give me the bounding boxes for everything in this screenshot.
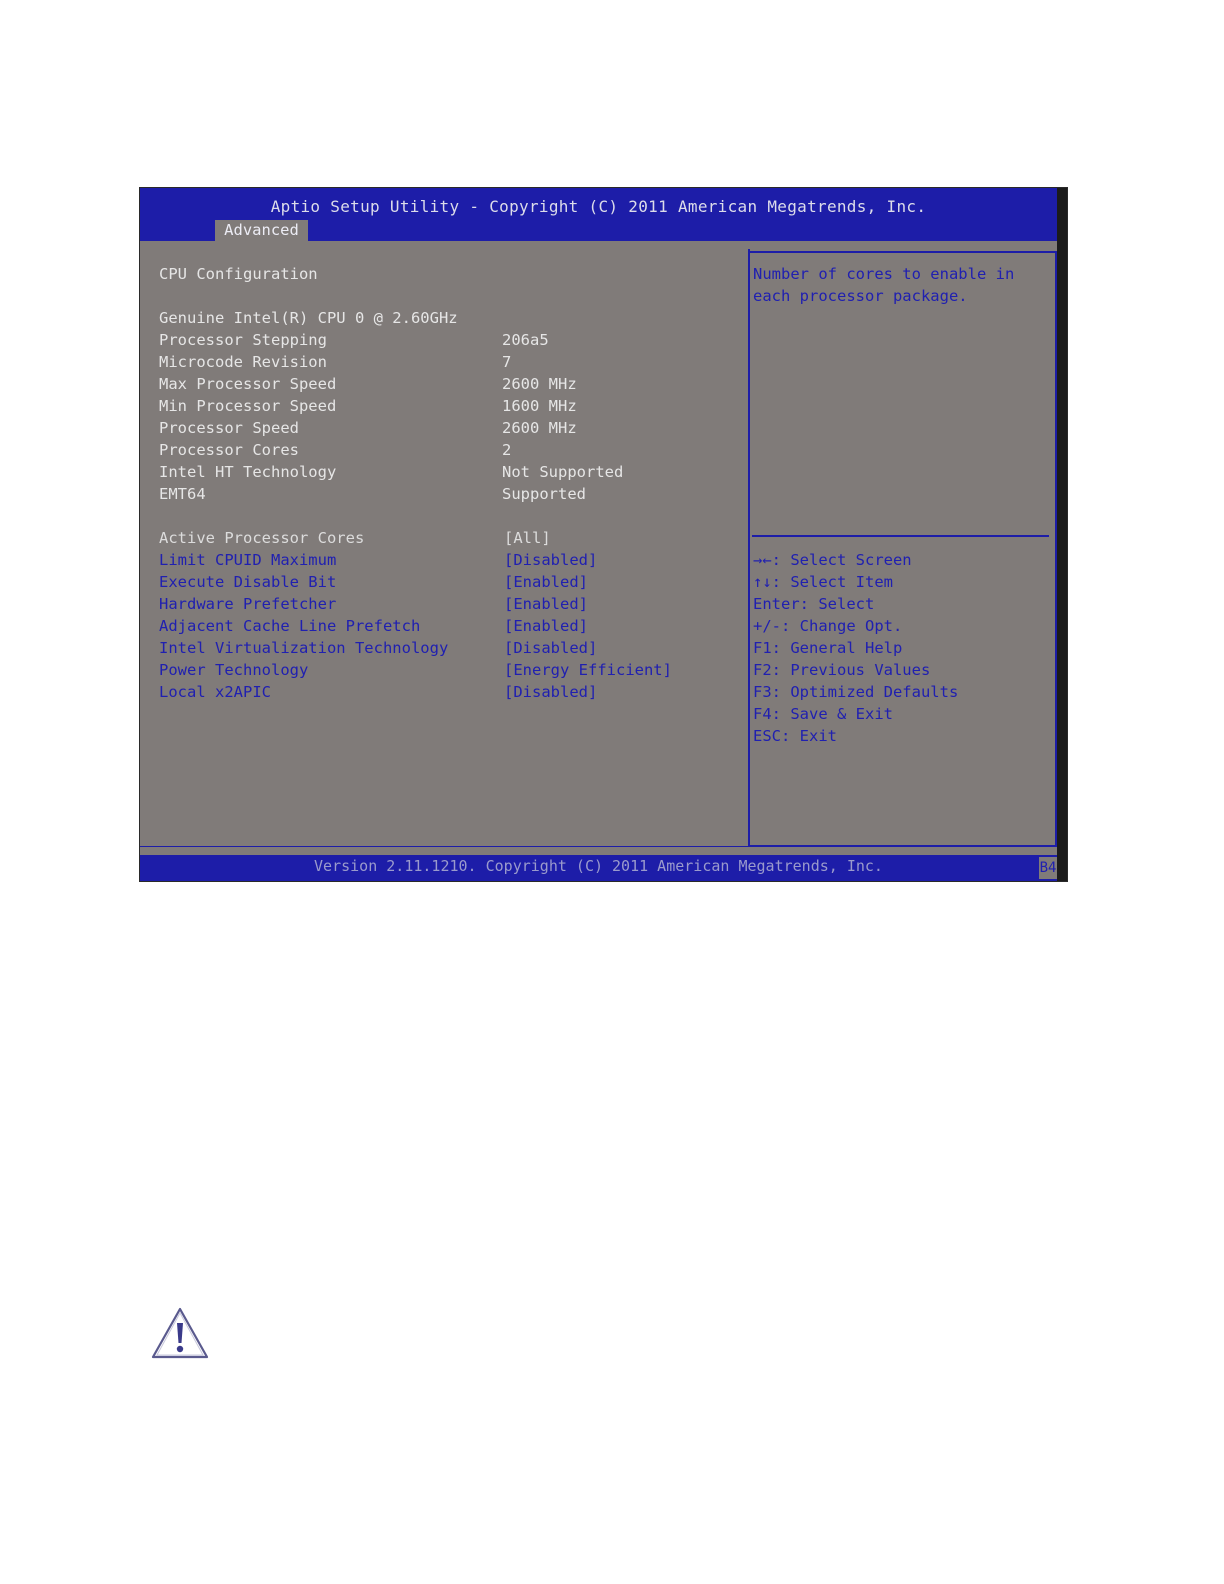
info-value: Supported xyxy=(502,485,586,503)
info-label: Min Processor Speed xyxy=(159,397,337,415)
option-limit-cpuid-maximum[interactable]: Limit CPUID Maximum xyxy=(159,551,337,569)
info-label: Intel HT Technology xyxy=(159,463,337,481)
info-label: EMT64 xyxy=(159,485,206,503)
option-hardware-prefetcher[interactable]: Hardware Prefetcher xyxy=(159,595,337,613)
help-key-select-screen: →←: Select Screen xyxy=(753,551,912,569)
info-value: Not Supported xyxy=(502,463,624,481)
info-value: 2 xyxy=(502,441,512,459)
option-execute-disable-bit[interactable]: Execute Disable Bit xyxy=(159,573,337,591)
screen-edge xyxy=(1057,188,1067,881)
info-value: 1600 MHz xyxy=(502,397,577,415)
warning-triangle-icon xyxy=(149,1305,211,1361)
option-value-intel-virtualization-technology[interactable]: [Disabled] xyxy=(504,639,598,657)
option-adjacent-cache-line-prefetch[interactable]: Adjacent Cache Line Prefetch xyxy=(159,617,421,635)
cpu-name: Genuine Intel(R) CPU 0 @ 2.60GHz xyxy=(159,309,458,327)
help-key-f4: F4: Save & Exit xyxy=(753,705,893,723)
help-key-change-opt: +/-: Change Opt. xyxy=(753,617,903,635)
option-active-processor-cores[interactable]: Active Processor Cores xyxy=(159,529,365,547)
option-value-power-technology[interactable]: [Energy Efficient] xyxy=(504,661,672,679)
option-value-execute-disable-bit[interactable]: [Enabled] xyxy=(504,573,588,591)
help-key-enter: Enter: Select xyxy=(753,595,875,613)
help-description-line: each processor package. xyxy=(753,287,968,305)
help-divider xyxy=(752,535,1049,537)
help-key-f3: F3: Optimized Defaults xyxy=(753,683,959,701)
bios-setup-screen xyxy=(139,187,1068,882)
tab-advanced[interactable]: Advanced xyxy=(215,220,308,241)
option-local-x2apic[interactable]: Local x2APIC xyxy=(159,683,271,701)
option-power-technology[interactable]: Power Technology xyxy=(159,661,309,679)
info-label: Microcode Revision xyxy=(159,353,327,371)
info-label: Processor Speed xyxy=(159,419,299,437)
option-value-adjacent-cache-line-prefetch[interactable]: [Enabled] xyxy=(504,617,588,635)
option-value-limit-cpuid-maximum[interactable]: [Disabled] xyxy=(504,551,598,569)
title-bar xyxy=(140,188,1057,241)
help-key-select-item: ↑↓: Select Item xyxy=(753,573,893,591)
section-title: CPU Configuration xyxy=(159,265,318,283)
info-value: 2600 MHz xyxy=(502,375,577,393)
option-value-hardware-prefetcher[interactable]: [Enabled] xyxy=(504,595,588,613)
status-bar xyxy=(140,855,1057,881)
option-value-local-x2apic[interactable]: [Disabled] xyxy=(504,683,598,701)
info-value: 2600 MHz xyxy=(502,419,577,437)
info-label: Max Processor Speed xyxy=(159,375,337,393)
option-value-active-processor-cores[interactable]: [All] xyxy=(504,529,551,547)
help-key-f1: F1: General Help xyxy=(753,639,903,657)
help-key-f2: F2: Previous Values xyxy=(753,661,931,679)
version-text: Version 2.11.1210. Copyright (C) 2011 American Megatrends, Inc. xyxy=(314,857,883,875)
info-value: 7 xyxy=(502,353,512,371)
info-label: Processor Stepping xyxy=(159,331,327,349)
help-key-esc: ESC: Exit xyxy=(753,727,837,745)
option-intel-virtualization-technology[interactable]: Intel Virtualization Technology xyxy=(159,639,449,657)
help-description-line: Number of cores to enable in xyxy=(753,265,1015,283)
post-code: B4 xyxy=(1039,857,1057,879)
info-label: Processor Cores xyxy=(159,441,299,459)
info-value: 206a5 xyxy=(502,331,549,349)
setup-title: Aptio Setup Utility - Copyright (C) 2011 American Megatrends, Inc. xyxy=(270,197,927,216)
